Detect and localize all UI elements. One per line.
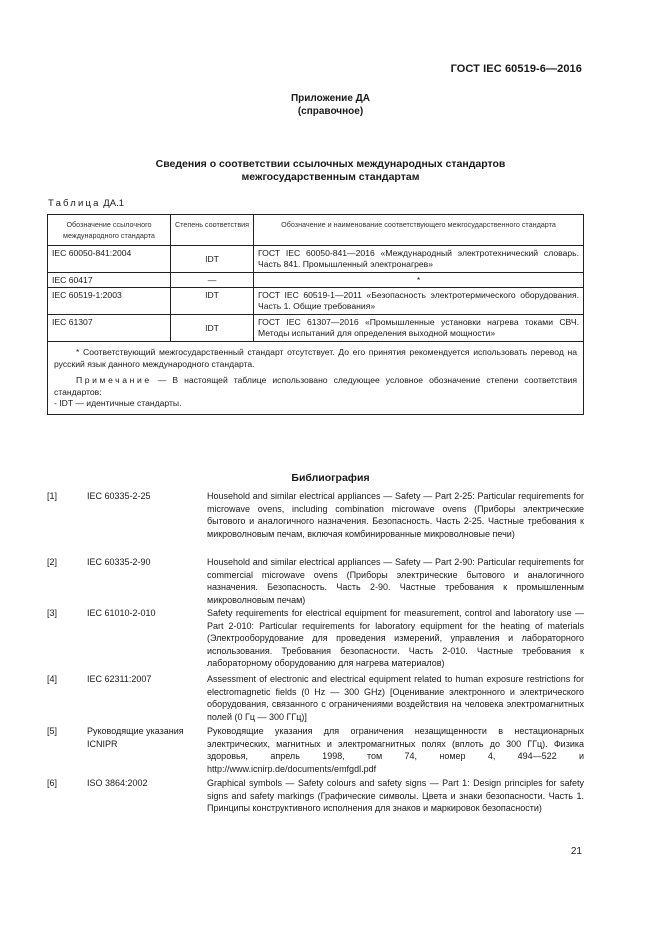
bib-text: Руководящие указания для ограничения незащищенности в нестационарных электрических, магнитных и электромагнитных полях (вплоть до 300 ГГц). Физика здоровья, апрель 1998, том 74, номер 4, 494—522 и http://www.icnirp.de/documents/emfgdl.pdf [207,726,584,774]
table-caption-word: Таблица [48,198,101,209]
bib-number: [1] [47,491,58,501]
table-caption-number: ДА.1 [103,198,124,209]
cell-national: ГОСТ IEC 60050-841—2016 «Международный электротехнический словарь. Часть 841. Промышленный электронагрев» [254,246,584,273]
bib-number: [6] [47,778,58,788]
cell-ref: IEC 60417 [48,273,171,288]
table-row [48,246,584,273]
cell-ref: IEC 60519-1:2003 [48,288,171,315]
table-notes [48,342,584,415]
cell-ref: IEC 60050-841:2004 [48,246,171,273]
cell-national: ГОСТ IEC 60519-1—2011 «Безопасность электротермического оборудования. Часть 1. Общие требования» [254,288,584,315]
cell-national: ГОСТ IEC 61307—2016 «Промышленные установки нагрева токами СВЧ. Методы испытаний для определения выходной мощности» [254,315,584,342]
standard-code: ГОСТ IEC 60519-6—2016 [450,63,582,75]
table-row [48,315,584,342]
cell-degree: IDT [171,246,254,273]
table-header-row [48,215,584,246]
table-caption [48,198,124,209]
note-text: — В настоящей таблице использовано следующее условное обозначение степени соответствия стандартов: [54,375,577,397]
bib-text: Safety requirements for electrical equipment for measurement, control and laboratory use — Part 2-010: Particular requirements for laboratory equipment for the heating of materials (Электрооборудование для проведения измерений, управления и лабораторного использования. Требования безопасности. Часть 2-010. Частные требования к лабораторному оборудованию для нагрева материалов) [207,608,584,668]
page-number: 21 [570,846,582,857]
bib-number: [3] [47,608,58,618]
header-ref-standard: Обозначение ссылочного международного стандарта [48,215,171,246]
section-heading-line1: Сведения о соответствии ссылочных международных стандартов [155,158,506,170]
note-label: Примечание [76,375,152,385]
bib-code: IEC 60335-2-90 [87,557,151,567]
table-row [48,273,584,288]
bib-text: Household and similar electrical appliances — Safety — Part 2-25: Particular requirements for microwave ovens, including combination microwave ovens (Приборы электрические бытового и аналогичного назначения. Безопасность. Часть 2-25. Частные требования к микроволновым печам, включая комбинированные микроволновые печи) [207,491,584,539]
table-note [54,375,577,398]
table-notes-row [48,342,584,415]
cell-degree: IDT [171,288,254,315]
table-row [48,288,584,315]
bib-code: IEC 60335-2-25 [87,491,151,501]
note-item: - IDT — идентичные стандарты. [54,398,182,408]
table-footnote: * Соответствующий межгосударственный стандарт отсутствует. До его принятия рекомендуется использовать перевод на русский язык данного международного стандарта. [54,347,577,369]
cell-degree: — [171,273,254,288]
bib-text: Graphical symbols — Safety colours and safety signs — Part 1: Design principles for safety signs and safety markings (Графические символы. Цвета и знаки безопасности. Часть 1. Принципы конструктивного исполнения для знаков и маркировок безопасности) [207,778,584,813]
bib-code: IEC 61010-2-010 [87,608,156,618]
annex-title: Приложение ДА [290,93,371,104]
bibliography-title: Библиография [291,472,370,484]
cell-degree: IDT [171,315,254,342]
header-degree: Степень соответствия [171,215,254,246]
header-national-standard: Обозначение и наименование соответствующего межгосударственного стандарта [254,215,584,246]
annex-subtitle: (справочное) [297,106,364,117]
bib-number: [5] [47,726,58,736]
correspondence-table [47,214,584,415]
bib-code: Руководящие указания ICNIPR [87,726,184,749]
section-heading-line2: межгосударственным стандартам [241,171,420,183]
bib-text: Household and similar electrical appliances — Safety — Part 2-90: Particular requirements for commercial microwave ovens (Приборы электрические бытового и аналогичного назначения. Безопасность. Часть 2-90. Частные требования к промышленным микроволновым печам) [207,557,584,605]
cell-ref: IEC 61307 [48,315,171,342]
bib-text: Assessment of electronic and electrical equipment related to human exposure restrictions for electromagnetic fields (0 Hz — 300 GHz) [Оценивание электронного и электрического оборудования, связанного с ограничениями воздействия на человека электромагнитных полей (0 Гц — 300 ГГц)] [207,674,584,722]
bib-code: IEC 62311:2007 [87,674,152,684]
bib-number: [2] [47,557,58,567]
cell-national: * [254,273,584,288]
bib-number: [4] [47,674,58,684]
bib-code: ISO 3864:2002 [87,778,148,788]
